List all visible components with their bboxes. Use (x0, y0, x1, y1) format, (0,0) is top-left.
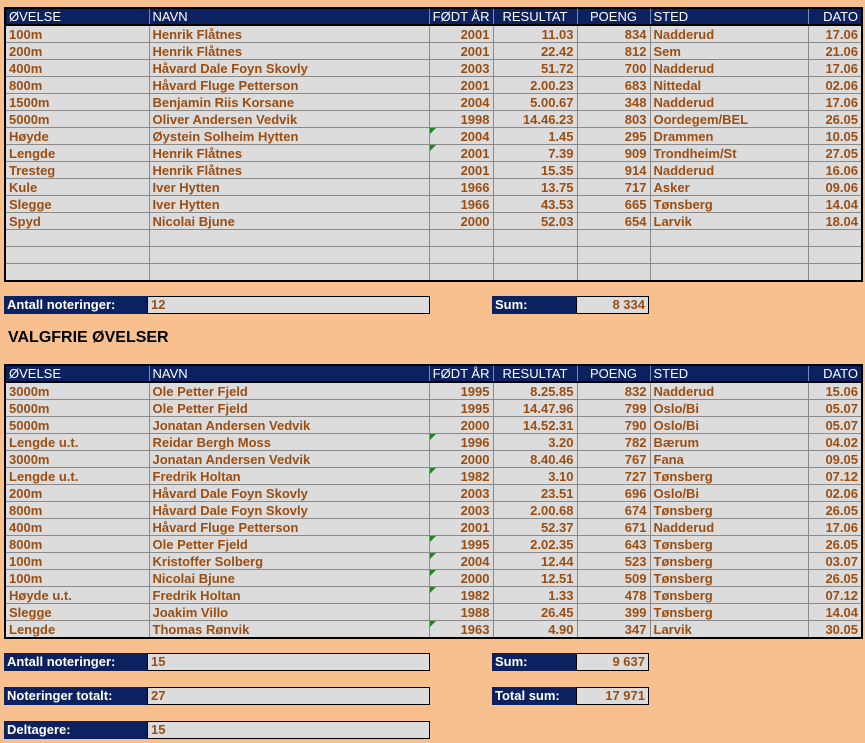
table-row (5, 604, 862, 621)
cell-dato[interactable] (808, 230, 862, 247)
table-row (5, 25, 862, 43)
cell-resultat[interactable]: 15.35 (493, 162, 577, 179)
cell-navn[interactable]: Håvard Dale Foyn Skovly (149, 60, 429, 77)
cell-fodt[interactable]: 2001 (429, 25, 493, 43)
sum-label-2: Sum: (492, 653, 577, 671)
table-row (5, 536, 862, 553)
table-header (5, 365, 862, 382)
cell-resultat[interactable]: 26.45 (493, 604, 577, 621)
cell-dato[interactable]: 26.05 (808, 570, 862, 587)
cell-dato[interactable]: 05.07 (808, 400, 862, 417)
cell-sted[interactable]: Tønsberg (650, 196, 808, 213)
cell-resultat[interactable]: 12.51 (493, 570, 577, 587)
cell-sted[interactable]: Nadderud (650, 519, 808, 536)
col-fodt: FØDT ÅR (429, 365, 493, 382)
cell-fodt[interactable]: 1995 (429, 536, 493, 553)
cell-navn[interactable] (149, 247, 429, 264)
main-results-table (4, 7, 863, 282)
table-row (5, 519, 862, 536)
cell-poeng[interactable]: 674 (577, 502, 650, 519)
cell-poeng[interactable]: 523 (577, 553, 650, 570)
cell-navn[interactable]: Joakim Villo (149, 604, 429, 621)
empty-row (5, 230, 862, 247)
cell-sted[interactable]: Tønsberg (650, 536, 808, 553)
table-row (5, 468, 862, 485)
col-sted: STED (650, 8, 808, 25)
cell-resultat[interactable]: 2.00.68 (493, 502, 577, 519)
cell-poeng[interactable]: 767 (577, 451, 650, 468)
cell-sted[interactable] (650, 247, 808, 264)
cell-poeng[interactable]: 665 (577, 196, 650, 213)
cell-fodt[interactable]: 1982 (429, 587, 493, 604)
cell-resultat[interactable]: 23.51 (493, 485, 577, 502)
table-row (5, 179, 862, 196)
cell-poeng[interactable]: 717 (577, 179, 650, 196)
table-row (5, 382, 862, 400)
cell-dato[interactable]: 02.06 (808, 485, 862, 502)
cell-fodt[interactable]: 2004 (429, 128, 493, 145)
table-row (5, 621, 862, 639)
cell-navn[interactable]: Jonatan Andersen Vedvik (149, 417, 429, 434)
cell-sted[interactable]: Nadderud (650, 382, 808, 400)
cell-ovelse[interactable]: 5000m (5, 111, 149, 128)
cell-navn[interactable]: Fredrik Holtan (149, 587, 429, 604)
cell-resultat[interactable]: 14.47.96 (493, 400, 577, 417)
cell-sted[interactable]: Asker (650, 179, 808, 196)
table-row (5, 162, 862, 179)
cell-sted[interactable]: Trondheim/St (650, 145, 808, 162)
cell-fodt[interactable]: 1982 (429, 468, 493, 485)
cell-ovelse[interactable] (5, 247, 149, 264)
cell-sted[interactable]: Tønsberg (650, 587, 808, 604)
table-row (5, 213, 862, 230)
col-dato: DATO (808, 8, 862, 25)
cell-resultat[interactable]: 52.03 (493, 213, 577, 230)
cell-sted[interactable]: Tønsberg (650, 502, 808, 519)
cell-sted[interactable]: Drammen (650, 128, 808, 145)
cell-dato[interactable]: 09.05 (808, 451, 862, 468)
table-row (5, 77, 862, 94)
table-row (5, 43, 862, 60)
cell-fodt[interactable]: 1995 (429, 400, 493, 417)
cell-poeng[interactable]: 909 (577, 145, 650, 162)
table-row (5, 196, 862, 213)
antall-label-1: Antall noteringer: (4, 296, 148, 314)
cell-ovelse[interactable]: 3000m (5, 382, 149, 400)
cell-fodt[interactable]: 2003 (429, 60, 493, 77)
cell-sted[interactable]: Oordegem/BEL (650, 111, 808, 128)
cell-dato[interactable]: 15.06 (808, 382, 862, 400)
cell-fodt[interactable]: 2001 (429, 162, 493, 179)
noteringer-totalt-value[interactable]: 27 (147, 687, 430, 705)
cell-dato[interactable]: 21.06 (808, 43, 862, 60)
cell-dato[interactable]: 26.05 (808, 536, 862, 553)
section-title: VALGFRIE ØVELSER (8, 329, 169, 346)
cell-ovelse[interactable]: Lengde (5, 145, 149, 162)
table-row (5, 94, 862, 111)
total-sum-value[interactable]: 17 971 (576, 687, 649, 705)
cell-navn[interactable]: Oliver Andersen Vedvik (149, 111, 429, 128)
optional-results-table (4, 364, 863, 639)
cell-poeng[interactable] (577, 247, 650, 264)
cell-ovelse[interactable] (5, 230, 149, 247)
cell-sted[interactable] (650, 264, 808, 282)
cell-navn[interactable]: Kristoffer Solberg (149, 553, 429, 570)
cell-fodt[interactable]: 1966 (429, 196, 493, 213)
noteringer-totalt-label: Noteringer totalt: (4, 687, 148, 705)
cell-sted[interactable]: Tønsberg (650, 604, 808, 621)
cell-navn[interactable]: Ole Petter Fjeld (149, 536, 429, 553)
cell-fodt[interactable]: 2000 (429, 417, 493, 434)
table-row (5, 145, 862, 162)
cell-poeng[interactable]: 799 (577, 400, 650, 417)
cell-dato[interactable]: 10.05 (808, 128, 862, 145)
cell-resultat[interactable] (493, 230, 577, 247)
cell-fodt[interactable]: 2000 (429, 570, 493, 587)
cell-ovelse[interactable] (5, 264, 149, 282)
cell-sted[interactable]: Larvik (650, 621, 808, 639)
cell-navn[interactable]: Iver Hytten (149, 179, 429, 196)
cell-poeng[interactable]: 834 (577, 25, 650, 43)
cell-dato[interactable]: 17.06 (808, 94, 862, 111)
cell-dato[interactable]: 30.05 (808, 621, 862, 639)
cell-sted[interactable]: Tønsberg (650, 570, 808, 587)
deltagere-label: Deltagere: (4, 721, 148, 739)
cell-fodt[interactable]: 2000 (429, 451, 493, 468)
empty-row (5, 247, 862, 264)
cell-poeng[interactable]: 803 (577, 111, 650, 128)
cell-dato[interactable]: 05.07 (808, 417, 862, 434)
cell-dato[interactable]: 14.04 (808, 604, 862, 621)
table-row (5, 434, 862, 451)
col-navn: NAVN (149, 365, 429, 382)
cell-poeng[interactable]: 832 (577, 382, 650, 400)
cell-poeng[interactable]: 727 (577, 468, 650, 485)
cell-ovelse[interactable]: 400m (5, 60, 149, 77)
cell-resultat[interactable]: 4.90 (493, 621, 577, 639)
cell-fodt[interactable]: 1998 (429, 111, 493, 128)
cell-navn[interactable]: Reidar Bergh Moss (149, 434, 429, 451)
cell-resultat[interactable]: 1.33 (493, 587, 577, 604)
cell-dato[interactable]: 09.06 (808, 179, 862, 196)
cell-sted[interactable]: Tønsberg (650, 468, 808, 485)
col-sted: STED (650, 365, 808, 382)
col-poeng: POENG (577, 8, 650, 25)
sum-value-1[interactable]: 8 334 (576, 296, 649, 314)
cell-navn[interactable]: Øystein Solheim Hytten (149, 128, 429, 145)
cell-resultat[interactable]: 13.75 (493, 179, 577, 196)
cell-ovelse[interactable]: 800m (5, 502, 149, 519)
cell-dato[interactable]: 04.02 (808, 434, 862, 451)
cell-ovelse[interactable]: 3000m (5, 451, 149, 468)
cell-fodt[interactable] (429, 247, 493, 264)
cell-navn[interactable]: Henrik Flåtnes (149, 145, 429, 162)
cell-fodt[interactable]: 2001 (429, 43, 493, 60)
deltagere-value[interactable]: 15 (147, 721, 430, 739)
cell-resultat[interactable]: 43.53 (493, 196, 577, 213)
cell-resultat[interactable]: 1.45 (493, 128, 577, 145)
cell-fodt[interactable]: 2001 (429, 77, 493, 94)
cell-navn[interactable]: Håvard Dale Foyn Skovly (149, 485, 429, 502)
antall-label-2: Antall noteringer: (4, 653, 148, 671)
cell-dato[interactable]: 07.12 (808, 468, 862, 485)
table-row (5, 451, 862, 468)
cell-fodt[interactable] (429, 264, 493, 282)
cell-sted[interactable]: Nadderud (650, 25, 808, 43)
cell-navn[interactable]: Ole Petter Fjeld (149, 382, 429, 400)
cell-ovelse[interactable]: 400m (5, 519, 149, 536)
empty-row (5, 264, 862, 282)
cell-ovelse[interactable]: Lengde u.t. (5, 434, 149, 451)
cell-ovelse[interactable]: 5000m (5, 417, 149, 434)
cell-ovelse[interactable]: 100m (5, 570, 149, 587)
cell-poeng[interactable]: 348 (577, 94, 650, 111)
cell-resultat[interactable]: 11.03 (493, 25, 577, 43)
cell-resultat[interactable]: 22.42 (493, 43, 577, 60)
cell-poeng[interactable]: 782 (577, 434, 650, 451)
cell-navn[interactable]: Henrik Flåtnes (149, 43, 429, 60)
cell-navn[interactable]: Ole Petter Fjeld (149, 400, 429, 417)
cell-dato[interactable]: 03.07 (808, 553, 862, 570)
cell-sted[interactable]: Oslo/Bi (650, 485, 808, 502)
cell-fodt[interactable]: 2004 (429, 553, 493, 570)
cell-resultat[interactable] (493, 247, 577, 264)
cell-dato[interactable]: 07.12 (808, 587, 862, 604)
cell-navn[interactable] (149, 264, 429, 282)
sum-label-1: Sum: (492, 296, 577, 314)
cell-poeng[interactable]: 399 (577, 604, 650, 621)
cell-dato[interactable]: 14.04 (808, 196, 862, 213)
cell-ovelse[interactable]: 200m (5, 485, 149, 502)
col-poeng: POENG (577, 365, 650, 382)
table-row (5, 570, 862, 587)
cell-navn[interactable]: Thomas Rønvik (149, 621, 429, 639)
cell-fodt[interactable]: 1996 (429, 434, 493, 451)
cell-poeng[interactable]: 478 (577, 587, 650, 604)
cell-poeng[interactable]: 696 (577, 485, 650, 502)
total-sum-label: Total sum: (492, 687, 577, 705)
cell-ovelse[interactable]: Slegge (5, 604, 149, 621)
cell-fodt[interactable]: 1966 (429, 179, 493, 196)
cell-resultat[interactable]: 2.02.35 (493, 536, 577, 553)
cell-resultat[interactable]: 51.72 (493, 60, 577, 77)
cell-poeng[interactable]: 643 (577, 536, 650, 553)
cell-dato[interactable]: 16.06 (808, 162, 862, 179)
cell-resultat[interactable]: 7.39 (493, 145, 577, 162)
cell-dato[interactable]: 26.05 (808, 111, 862, 128)
cell-fodt[interactable]: 2003 (429, 485, 493, 502)
cell-ovelse[interactable]: Kule (5, 179, 149, 196)
cell-fodt[interactable]: 2001 (429, 145, 493, 162)
cell-poeng[interactable] (577, 264, 650, 282)
cell-fodt[interactable]: 1988 (429, 604, 493, 621)
col-resultat: RESULTAT (493, 8, 577, 25)
table-row (5, 587, 862, 604)
col-resultat: RESULTAT (493, 365, 577, 382)
col-ovelse: ØVELSE (5, 8, 149, 25)
cell-ovelse[interactable]: 100m (5, 553, 149, 570)
cell-fodt[interactable]: 1995 (429, 382, 493, 400)
table-row (5, 60, 862, 77)
cell-resultat[interactable]: 2.00.23 (493, 77, 577, 94)
cell-navn[interactable]: Håvard Dale Foyn Skovly (149, 502, 429, 519)
cell-ovelse[interactable]: 1500m (5, 94, 149, 111)
antall-value-1[interactable]: 12 (147, 296, 430, 314)
cell-sted[interactable]: Larvik (650, 213, 808, 230)
cell-navn[interactable]: Nicolai Bjune (149, 570, 429, 587)
cell-poeng[interactable]: 812 (577, 43, 650, 60)
cell-resultat[interactable]: 3.10 (493, 468, 577, 485)
cell-poeng[interactable]: 914 (577, 162, 650, 179)
cell-resultat[interactable]: 14.46.23 (493, 111, 577, 128)
cell-navn[interactable]: Nicolai Bjune (149, 213, 429, 230)
cell-resultat[interactable]: 14.52.31 (493, 417, 577, 434)
cell-resultat[interactable]: 8.25.85 (493, 382, 577, 400)
cell-fodt[interactable] (429, 230, 493, 247)
cell-navn[interactable] (149, 230, 429, 247)
cell-sted[interactable]: Sem (650, 43, 808, 60)
antall-value-2[interactable]: 15 (147, 653, 430, 671)
cell-sted[interactable]: Bærum (650, 434, 808, 451)
col-navn: NAVN (149, 8, 429, 25)
cell-ovelse[interactable]: 800m (5, 536, 149, 553)
cell-ovelse[interactable]: Høyde (5, 128, 149, 145)
cell-resultat[interactable] (493, 264, 577, 282)
cell-navn[interactable]: Fredrik Holtan (149, 468, 429, 485)
cell-navn[interactable]: Jonatan Andersen Vedvik (149, 451, 429, 468)
table-row (5, 485, 862, 502)
col-dato: DATO (808, 365, 862, 382)
cell-poeng[interactable]: 671 (577, 519, 650, 536)
cell-dato[interactable]: 27.05 (808, 145, 862, 162)
cell-navn[interactable]: Benjamin Riis Korsane (149, 94, 429, 111)
col-ovelse: ØVELSE (5, 365, 149, 382)
cell-sted[interactable]: Fana (650, 451, 808, 468)
cell-navn[interactable]: Iver Hytten (149, 196, 429, 213)
cell-poeng[interactable]: 654 (577, 213, 650, 230)
cell-ovelse[interactable]: Lengde u.t. (5, 468, 149, 485)
cell-poeng[interactable]: 683 (577, 77, 650, 94)
cell-fodt[interactable]: 2003 (429, 502, 493, 519)
cell-resultat[interactable]: 12.44 (493, 553, 577, 570)
cell-navn[interactable]: Håvard Fluge Petterson (149, 77, 429, 94)
table-row (5, 502, 862, 519)
cell-ovelse[interactable]: 5000m (5, 400, 149, 417)
cell-dato[interactable] (808, 264, 862, 282)
cell-resultat[interactable]: 8.40.46 (493, 451, 577, 468)
cell-sted[interactable]: Nadderud (650, 60, 808, 77)
cell-sted[interactable]: Tønsberg (650, 553, 808, 570)
cell-ovelse[interactable]: 800m (5, 77, 149, 94)
cell-poeng[interactable] (577, 230, 650, 247)
cell-dato[interactable]: 18.04 (808, 213, 862, 230)
cell-ovelse[interactable]: 100m (5, 25, 149, 43)
cell-ovelse[interactable]: 200m (5, 43, 149, 60)
cell-poeng[interactable]: 509 (577, 570, 650, 587)
table-row (5, 128, 862, 145)
table-row (5, 417, 862, 434)
cell-sted[interactable]: Nadderud (650, 94, 808, 111)
cell-fodt[interactable]: 1963 (429, 621, 493, 639)
cell-navn[interactable]: Henrik Flåtnes (149, 162, 429, 179)
cell-sted[interactable] (650, 230, 808, 247)
cell-dato[interactable] (808, 247, 862, 264)
cell-ovelse[interactable]: Tresteg (5, 162, 149, 179)
table-row (5, 111, 862, 128)
cell-sted[interactable]: Nittedal (650, 77, 808, 94)
sum-value-2[interactable]: 9 637 (576, 653, 649, 671)
col-fodt: FØDT ÅR (429, 8, 493, 25)
cell-ovelse[interactable]: Høyde u.t. (5, 587, 149, 604)
cell-navn[interactable]: Håvard Fluge Petterson (149, 519, 429, 536)
cell-dato[interactable]: 17.06 (808, 60, 862, 77)
cell-resultat[interactable]: 52.37 (493, 519, 577, 536)
cell-navn[interactable]: Henrik Flåtnes (149, 25, 429, 43)
cell-fodt[interactable]: 2001 (429, 519, 493, 536)
cell-fodt[interactable]: 2004 (429, 94, 493, 111)
cell-sted[interactable]: Oslo/Bi (650, 417, 808, 434)
table-row (5, 553, 862, 570)
table-header (5, 8, 862, 25)
cell-ovelse[interactable]: Spyd (5, 213, 149, 230)
cell-sted[interactable]: Nadderud (650, 162, 808, 179)
table-row (5, 400, 862, 417)
cell-sted[interactable]: Oslo/Bi (650, 400, 808, 417)
cell-dato[interactable]: 02.06 (808, 77, 862, 94)
cell-ovelse[interactable]: Lengde (5, 621, 149, 639)
cell-dato[interactable]: 17.06 (808, 25, 862, 43)
cell-poeng[interactable]: 790 (577, 417, 650, 434)
cell-fodt[interactable]: 2000 (429, 213, 493, 230)
cell-poeng[interactable]: 295 (577, 128, 650, 145)
cell-ovelse[interactable]: Slegge (5, 196, 149, 213)
cell-resultat[interactable]: 5.00.67 (493, 94, 577, 111)
cell-poeng[interactable]: 347 (577, 621, 650, 639)
cell-resultat[interactable]: 3.20 (493, 434, 577, 451)
cell-poeng[interactable]: 700 (577, 60, 650, 77)
cell-dato[interactable]: 26.05 (808, 502, 862, 519)
cell-dato[interactable]: 17.06 (808, 519, 862, 536)
